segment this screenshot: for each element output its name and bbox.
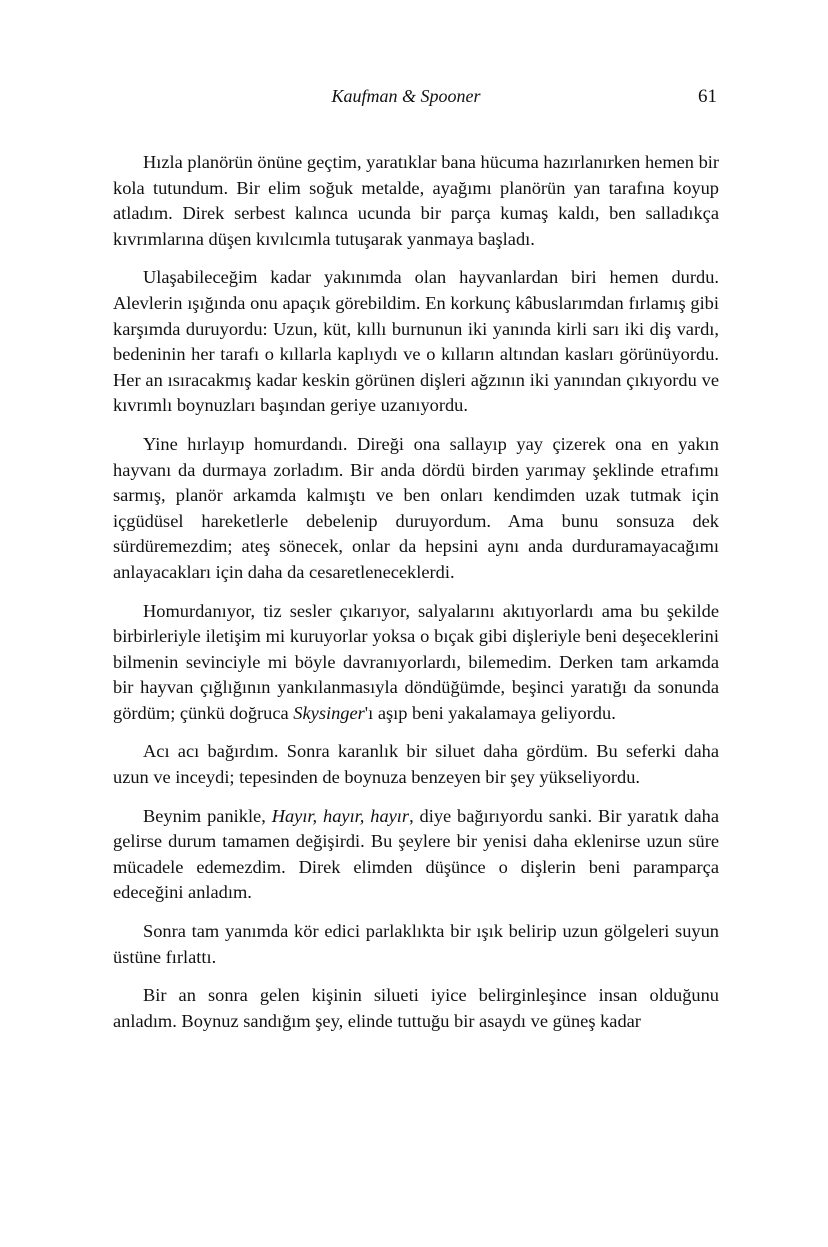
paragraph-6 bbox=[113, 804, 719, 906]
paragraph-text: Acı acı bağırdım. Sonra karanlık bir siluet daha gördüm. Bu seferki daha uzun ve inceydi; tepesinden de boynuza benzeyen bir şey yükseliyordu. bbox=[113, 741, 719, 788]
paragraph-text: 'ı aşıp beni yakalamaya geliyordu. bbox=[364, 702, 616, 723]
paragraph-5 bbox=[113, 739, 719, 790]
paragraph-text: Bir an sonra gelen kişinin silueti iyice belirginleşince insan olduğunu anladım. Boynuz sandığım şey, elinde tuttuğu bir asaydı ve güneş kadar bbox=[113, 985, 719, 1031]
paragraph-text: Hızla planörün önüne geçtim, yaratıklar bana hücuma hazırlanırken hemen bir kola tutundum. Bir elim soğuk metalde, ayağımı planörün yan tarafına koyup atladım. Direk serbest kalınca ucunda bir parça kumaş kaldı, ben salladıkça kıvrımlarına düşen kıvılcımla tutuşarak yanmaya başladı. bbox=[113, 152, 720, 249]
paragraph-4 bbox=[113, 599, 719, 727]
paragraph-text: Ulaşabileceğim kadar yakınımda olan hayvanlardan biri hemen durdu. Alevlerin ışığında onu apaçık görebildim. En korkunç kâbuslarımdan fırlamış gibi karşımda duruyordu: Uzun, küt, kıllı burnunun iki yanında kirli sarı iki diş vardı, bedeninin her tarafı o kıllarla kaplıydı ve o kılların altından kasları görünüyordu. Her an ısıracakmış kadar keskin görünen dişleri ağzının iki yanından çıkıyordu ve kıvrımlı boynuzları başından geriye uzanıyordu. bbox=[113, 267, 719, 416]
paragraph-7 bbox=[113, 919, 719, 970]
running-header bbox=[113, 86, 719, 116]
inner-thought-italic: Hayır, hayır, hayır bbox=[271, 805, 410, 826]
paragraph-8 bbox=[113, 983, 719, 1034]
paragraph-text: Beynim panikle, bbox=[143, 805, 272, 826]
paragraph-text: , diye bağırıyordu sanki. Bir yaratık daha gelirse durum tamamen değişirdi. Bu şeylere bir yenisi daha eklenirse uzun süre mücadele edemezdim. Direk elimden düşünce o dişlerin beni paramparça edeceğini anladım. bbox=[113, 805, 719, 903]
paragraph-1 bbox=[113, 150, 719, 252]
body-text bbox=[113, 150, 719, 1034]
ship-name-italic: Skysinger bbox=[293, 702, 365, 723]
paragraph-text: Yine hırlayıp homurdandı. Direği ona sallayıp yay çizerek ona en yakın hayvanı da durmaya zorladım. Bir anda dördü birden yarımay şeklinde etrafımı sarmış, planör arkamda kalmıştı ve ben onları kendimden uzak tutmak için içgüdüsel hareketlerle debelenip duruyordum. Ama bunu sonsuza dek sürdüremezdim; ateş sönecek, onlar da hepsini aynı anda durduramayacağımı anlayacakları için daha da cesaretleneceklerdi. bbox=[113, 433, 719, 582]
paragraph-text: Sonra tam yanımda kör edici parlaklıkta bir ışık belirip uzun gölgeleri suyun üstüne fırlattı. bbox=[113, 921, 719, 967]
paragraph-text: Homurdanıyor, tiz sesler çıkarıyor, salyalarını akıtıyorlardı ama bu şekilde birbirleriyle iletişim mi kuruyorlar yoksa o bıçak gibi dişleriyle beni deşeceklerini bilmenin sevinciyle mi böyle davranıyorlardı, bilemedim. Derken tam arkamda bir hayvan çığlığının yankılanmasıyla döndüğümde, beşinci yaratığı da sonunda gördüm; çünkü doğruca bbox=[113, 600, 719, 723]
book-page bbox=[113, 86, 719, 1047]
paragraph-2 bbox=[113, 265, 719, 419]
running-title: Kaufman & Spooner bbox=[331, 86, 481, 106]
page-number: 61 bbox=[698, 86, 717, 107]
paragraph-3 bbox=[113, 432, 719, 586]
